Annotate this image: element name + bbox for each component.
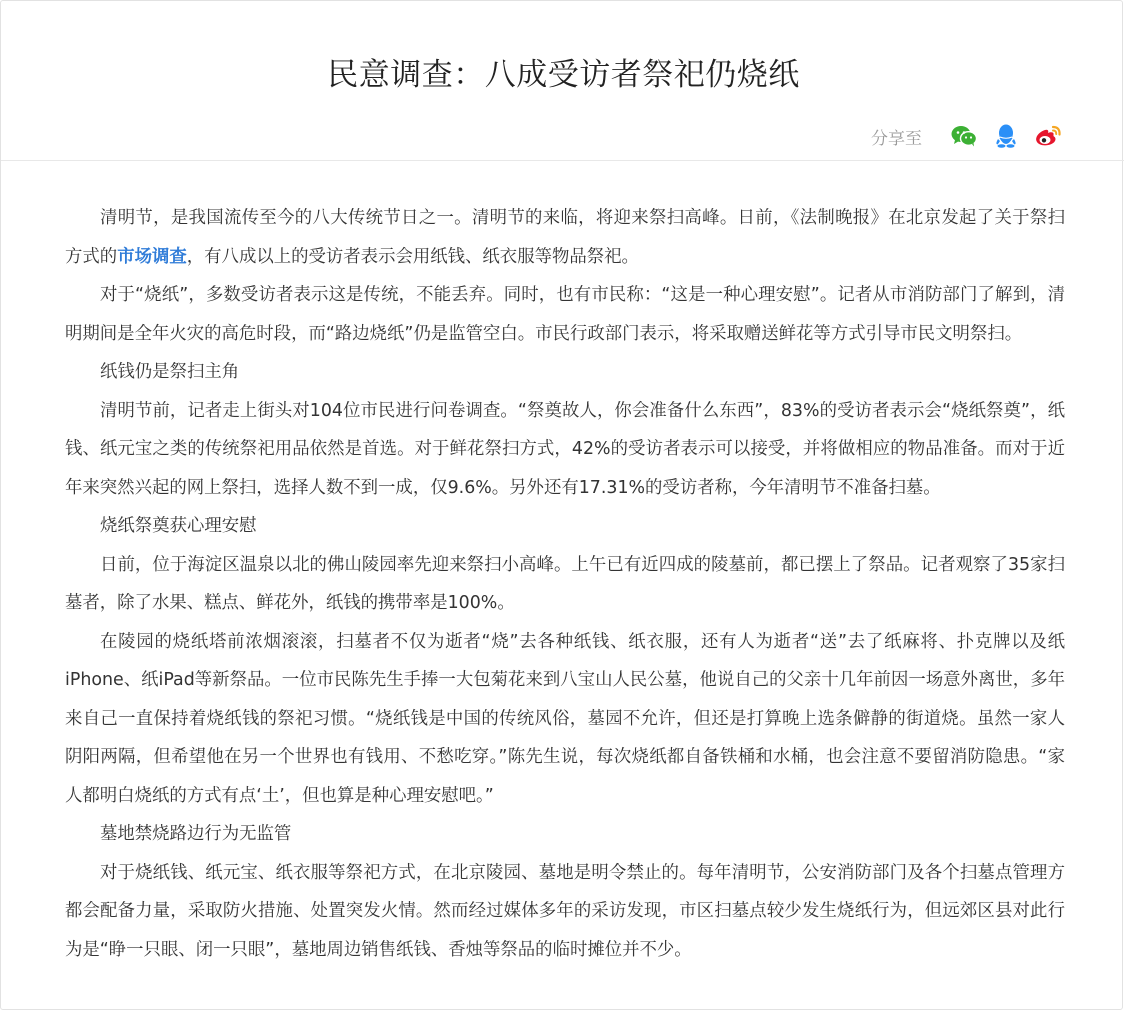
paragraph: 在陵园的烧纸塔前浓烟滚滚，扫墓者不仅为逝者“烧”去各种纸钱、纸衣服，还有人为逝者“送”去了纸麻将、扑克牌以及纸iPhone、纸iPad等新祭品。一位市民陈先生手捧一大包菊花来到八宝山人民公墓，他说自己的父亲十几年前因一场意外离世，多年来自己一直保持着烧纸钱的祭祀习惯。“烧纸钱是中国的传统风俗，墓园不允许，但还是打算晚上选条僻静的街道烧。虽然一家人阴阳两隔，但希望他在另一个世界也有钱用、不愁吃穿。”陈先生说，每次烧纸都自备铁桶和水桶，也会注意不要留消防隐患。“家人都明白烧纸的方式有点‘土’，但也算是种心理安慰吧。” [65,631,1065,806]
article-body [65,199,1065,969]
section-heading: 墓地禁烧路边行为无监管 [100,824,292,844]
paragraph-text: 清明节，是我国流传至今的八大传统节日之一。清明节的来临，将迎来祭扫高峰。日前，《法制晚报》在北京发起了关于祭扫方式的 [65,208,1065,267]
article-header [1,1,1124,161]
paragraph [65,199,1065,276]
section-heading: 烧纸祭奠获心理安慰 [100,516,257,536]
wechat-icon[interactable] [950,122,978,150]
section-heading: 纸钱仍是祭扫主角 [100,362,240,382]
qq-icon[interactable] [992,122,1020,150]
keyword-link[interactable]: 市场调查 [117,246,187,267]
share-bar [871,119,1062,153]
paragraph: 清明节前，记者走上街头对104位市民进行问卷调查。“祭奠故人，你会准备什么东西”，83%的受访者表示会“烧纸祭奠”，纸钱、纸元宝之类的传统祭祀用品依然是首选。对于鲜花祭扫方式，42%的受访者表示可以接受，并将做相应的物品准备。而对于近年来突然兴起的网上祭扫，选择人数不到一成，仅9.6%。另外还有17.31%的受访者称，今年清明节不准备扫墓。 [65,400,1065,498]
share-label: 分享至 [871,128,922,149]
page-title: 民意调查：八成受访者祭祀仍烧纸 [327,57,800,93]
paragraph: 日前，位于海淀区温泉以北的佛山陵园率先迎来祭扫小高峰。上午已有近四成的陵墓前，都已摆上了祭品。记者观察了35家扫墓者，除了水果、糕点、鲜花外，纸钱的携带率是100%。 [65,554,1065,613]
paragraph: 对于“烧纸”，多数受访者表示这是传统，不能丢弃。同时，也有市民称：“这是一种心理安慰”。记者从市消防部门了解到，清明期间是全年火灾的高危时段，而“路边烧纸”仍是监管空白。市民行政部门表示，将采取赠送鲜花等方式引导市民文明祭扫。 [65,285,1065,344]
paragraph: 对于烧纸钱、纸元宝、纸衣服等祭祀方式，在北京陵园、墓地是明令禁止的。每年清明节，公安消防部门及各个扫墓点管理方都会配备力量，采取防火措施、处置突发火情。然而经过媒体多年的采访发现，市区扫墓点较少发生烧纸行为，但远郊区县对此行为是“睁一只眼、闭一只眼”，墓地周边销售纸钱、香烛等祭品的临时摊位并不少。 [65,862,1065,960]
weibo-icon[interactable] [1034,122,1062,150]
paragraph-text: ，有八成以上的受访者表示会用纸钱、纸衣服等物品祭祀。 [186,246,639,267]
